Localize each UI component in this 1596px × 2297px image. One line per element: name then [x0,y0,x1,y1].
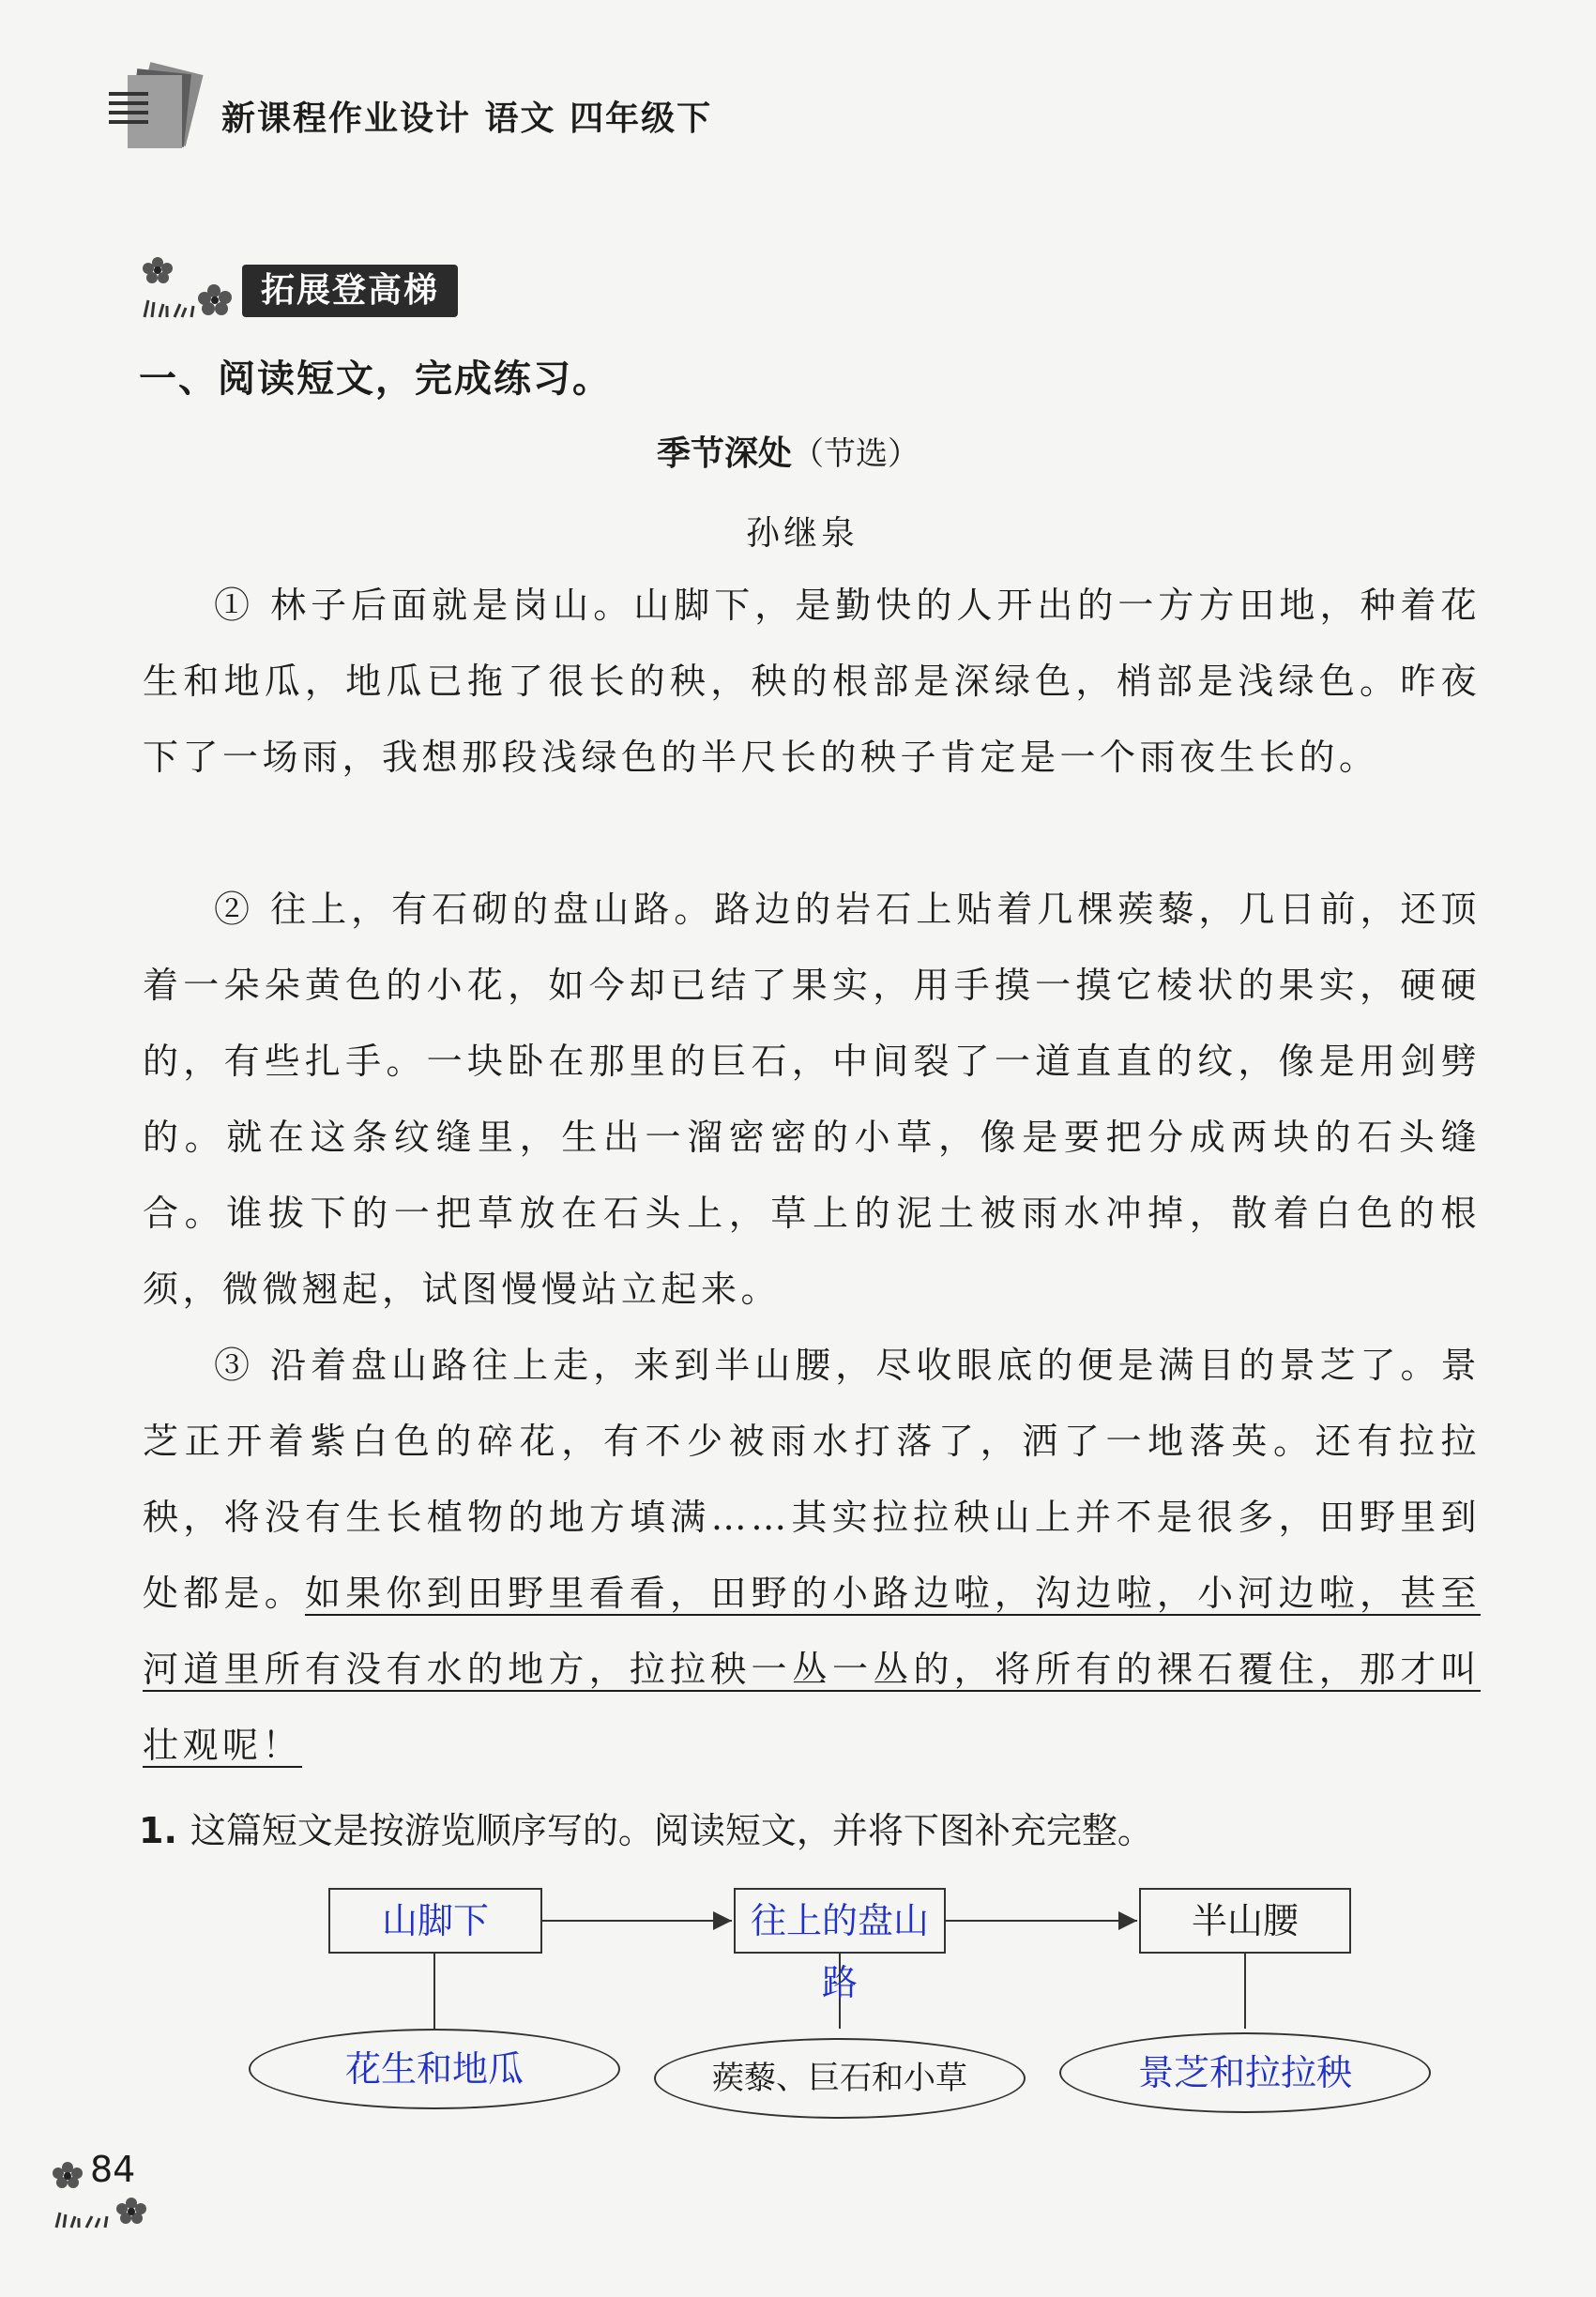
header-title: 新课程作业设计 语文 四年级下 [221,99,713,138]
section-badge: 拓展登高梯 [242,265,458,317]
page-number: 84 [90,2149,136,2190]
article-subtitle: （节选） [792,435,920,473]
place-box-1: 山脚下 [328,1888,542,1954]
plant-oval-1: 花生和地瓜 [249,2029,620,2109]
place-box-3: 半山腰 [1139,1888,1351,1954]
task-number: 1. [139,1810,177,1851]
article-author: 孙继泉 [746,514,859,553]
plant-oval-2: 蒺藜、巨石和小草 [654,2038,1026,2119]
paragraph-3-underlined: 如果你到田野里看看，田野的小路边啦，沟边啦，小河边啦，甚至河道里所有没有水的地方，拉拉秧一丛一丛的，将所有的裸石覆住，那才叫壮观呢！ [143,1573,1481,1766]
paragraph-2: ② 往上，有石砌的盘山路。路边的岩石上贴着几棵蒺藜，几日前，还顶着一朵朵黄色的小花，如今却已结了果实，用手摸一摸它棱状的果实，硬硬的，有些扎手。一块卧在那里的巨石，中间裂了一道直直的纹，像是用剑劈的。就在这条纹缝里，生出一溜密密的小草，像是要把分成两块的石头缝合。谁拔下的一把草放在石头上，草上的泥土被雨水冲掉，散着白色的根须，微微翘起，试图慢慢站立起来。 [143,889,1481,1310]
question-heading: 一、阅读短文，完成练习。 [139,357,612,401]
plant-oval-3: 景芝和拉拉秧 [1059,2032,1431,2113]
task-text: 这篇短文是按游览顺序写的。阅读短文，并将下图补充完整。 [190,1810,1153,1851]
place-box-2: 往上的盘山路 [734,1888,946,1954]
article-title-text: 季节深处 [657,434,793,473]
paragraph-1: ① 林子后面就是岗山。山脚下，是勤快的人开出的一方方田地，种着花生和地瓜，地瓜已拖了很长的秧，秧的根部是深绿色，梢部是浅绿色。昨夜下了一场雨，我想那段浅绿色的半尺长的秧子肯定是一个雨夜生长的。 [143,585,1481,778]
paragraph-3-intro: ③ 沿着盘山路往上走，来到半山腰，尽收眼底的便是满目的景芝了。景芝正开着紫白色的碎花，有不少被雨水打落了，洒了一地落英。还有拉拉秧，将没有生长植物的地方填满……其实拉拉秧山上并不是很多，田野里到处都是。 [143,1345,1481,1614]
